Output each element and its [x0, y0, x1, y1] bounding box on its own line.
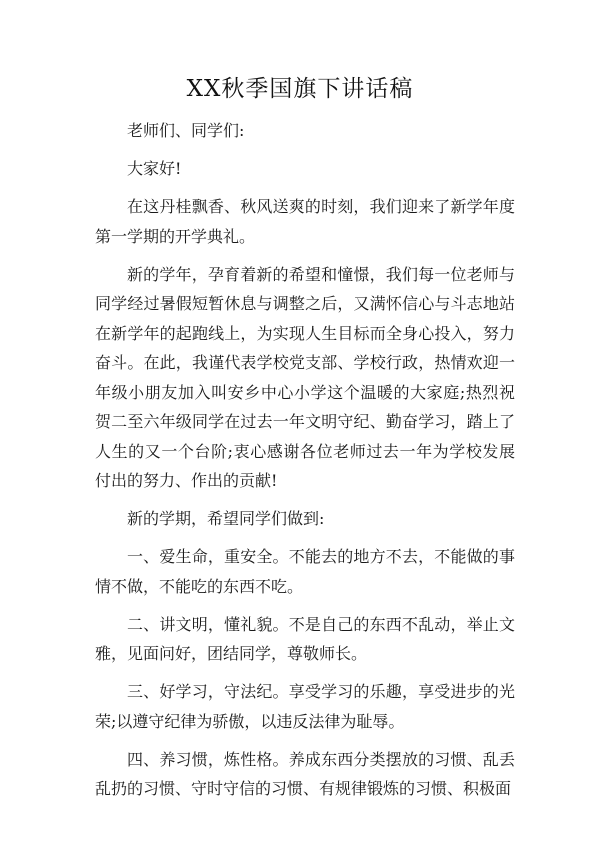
page-title: XX秋季国旗下讲话稿: [186, 76, 414, 102]
expectation-item-1: 一、爱生命，重安全。不能去的地方不去，不能做的事情不做，不能吃的东西不吃。: [95, 547, 515, 596]
expectation-item-4: 四、养习惯，炼性格。养成东西分类摆放的习惯、乱丢乱扔的习惯、守时守信的习惯、有规律锻炼的习惯、积极面: [95, 749, 515, 798]
document-body: [95, 116, 515, 812]
expectation-item-2: 二、讲文明，懂礼貌。不是自己的东西不乱动，举止文雅，见面问好，团结同学，尊敬师长。: [95, 614, 515, 663]
greeting-paragraph: 大家好!: [127, 159, 182, 178]
welcome-paragraph: 新的学年，孕育着新的希望和憧憬，我们每一位老师与同学经过暑假短暂休息与调整之后，又满怀信心与斗志地站在新学年的起跑线上，为实现人生目标而全身心投入，努力奋斗。在此，我谨代表学校党支部、学校行政，热情欢迎一年级小朋友加入叫安乡中心小学这个温暖的大家庭;热烈祝贺二至六年级同学在过去一年文明守纪、勤奋学习，踏上了人生的又一个台阶;衷心感谢各位老师过去一年为学校发展付出的努力、作出的贡献!: [95, 264, 515, 490]
expectations-intro-paragraph: 新的学期，希望同学们做到:: [127, 509, 325, 528]
expectation-item-3: 三、好学习，守法纪。享受学习的乐趣，享受进步的光荣;以遵守纪律为骄傲，以违反法律为耻辱。: [95, 682, 515, 731]
salutation-paragraph: 老师们、同学们:: [127, 121, 245, 140]
opening-paragraph: 在这丹桂飘香、秋风送爽的时刻，我们迎来了新学年度第一学期的开学典礼。: [95, 197, 515, 246]
